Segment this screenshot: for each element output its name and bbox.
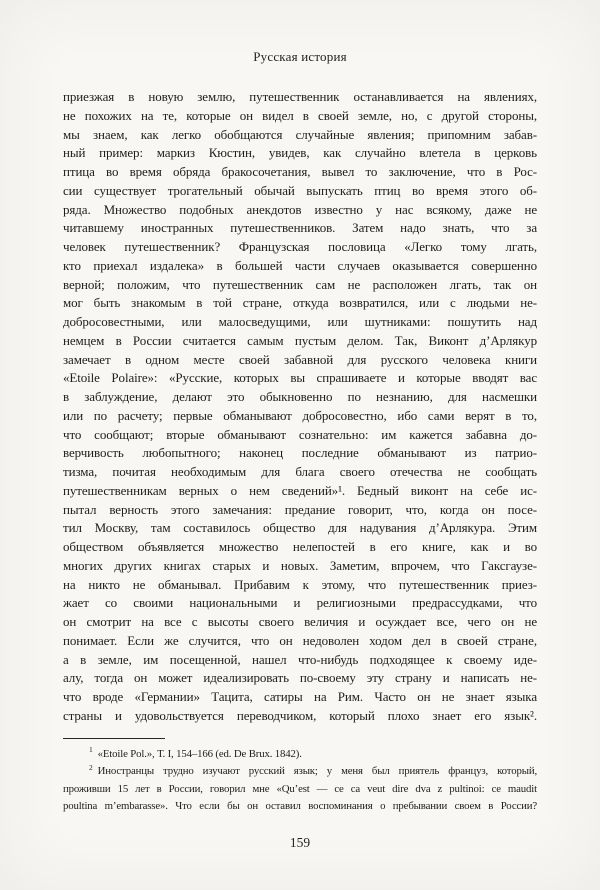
- body-text-line: ный пример: маркиз Кюстин, увидев, как случайно влетела в церковь: [63, 145, 537, 161]
- body-text-line: человек путешественник? Французская пословица «Легко тому лгать,: [63, 239, 537, 254]
- body-text-line: немцем в России считается самым пустым делом. Так, Виконт д’Арлякур: [63, 332, 537, 348]
- body-text-line: птица во время обряда бракосочетания, вывел то заключение, что в Рос-: [63, 164, 537, 179]
- body-text-line: он смотрит на все с высоты своего величия и осуждает все, чего он не: [63, 614, 537, 629]
- body-text-line: многих других книгах старых и новых. Заметим, впрочем, что Гаксгаузе-: [63, 557, 537, 573]
- footnote-line: $^2$ Иностранцы трудно изучают русский язык; у меня был приятель француз, который,: [89, 762, 537, 778]
- footnote-rule: [63, 738, 165, 739]
- body-text-line: пытал верность этого замечания: предание говорит, что, когда он посе-: [63, 501, 537, 517]
- body-text-line: на никто не обманывал. Прибавим к этому, что путешественник приез-: [63, 576, 537, 592]
- body-text-line: страны и удовольствуется переводчиком, который плохо знает его язык².: [63, 707, 537, 723]
- body-text-line: жает со своими национальными и религиозными предрассудками, что: [63, 595, 537, 611]
- body-text-line: сии существует трогательный обычай выпускать птиц во время этого об-: [63, 182, 537, 198]
- footnote-marker: 2: [89, 762, 93, 772]
- body-text-line: путешественникам верных о нем сведений»¹. Бедный виконт на себе ис-: [63, 482, 537, 498]
- body-text-line: «Etoile Polaire»: «Русские, которых вы спрашиваете и которые вводят вас: [63, 370, 537, 386]
- body-text-line: верной; положим, что путешественник сам не расположен лгать, так он: [63, 276, 537, 292]
- body-text-line: тил Москву, там составилось общество для надувания д’Арлякура. Этим: [63, 520, 537, 536]
- body-text-line: что сообщают; вторые обманывают сознательно: им кажется забавна до-: [63, 426, 537, 442]
- body-text-line: приезжая в новую землю, путешественник останавливается на явлениях,: [63, 89, 537, 104]
- body-text-line: добросовестными, или малосведущими, или шутниками: пошутить над: [63, 314, 537, 329]
- body-text-line: понимает. Если же случится, что он недоволен ходом дел в своей стране,: [63, 632, 537, 648]
- body-text-line: не похожих на те, которые он видел в своей земле, но, с другой стороны,: [63, 107, 537, 123]
- body-text-line: алу, тогда он может идеализировать по-своему эту страну и написать не-: [63, 670, 537, 686]
- footnote-line: poultina m’embarasse». Что если бы он оставил воспоминания о пребывании своем в России?: [63, 799, 537, 812]
- body-text-line: читавшему иностранных путешественников. Затем надо знать, что за: [63, 220, 537, 236]
- footnotes-list: [63, 746, 537, 815]
- body-text-line: обществом объявляется множество нелепостей в его книге, как и во: [63, 539, 537, 554]
- footnote-marker: 1: [89, 745, 93, 755]
- footnotes-section: [63, 738, 537, 815]
- body-text-line: или по расчету; первые обманывают добросовестно, ибо сами верят в то,: [63, 407, 537, 423]
- body-text-line: ряда. Множество подобных анекдотов известно у нас всякому, даже не: [63, 201, 537, 217]
- body-text-line: кто приехал издалека» в большей части случаев оказывается совершенно: [63, 257, 537, 273]
- body-text-line: мы знаем, как легко обобщаются случайные явления; припомним забав-: [63, 126, 537, 142]
- body-text-line: а в земле, им посещенной, нашел что-нибудь подходящее к своему иде-: [63, 651, 537, 667]
- body-text-line: замечает в одном месте своей забавной для русского человека книги: [63, 351, 537, 367]
- body-text-line: верчивость любопытного; наконец последние обманывают из патрио-: [63, 445, 537, 461]
- body-text: [63, 88, 537, 726]
- body-text-line: в заблуждение, делают это обыкновенно по незнанию, для насмешки: [63, 389, 537, 404]
- running-head: Русская история: [253, 49, 347, 64]
- body-text-line: тизма, почитая необходимым для блага своего отечества не сообщать: [63, 464, 537, 479]
- footnote-line: $^1$ «Etoile Pol.», Т. I, 154–166 (ed. De Brux. 1842).: [89, 745, 302, 760]
- footnote-line: проживши 15 лет в России, говорил мне «Qu’est — ce ca veut dire dva z pultinoi: ce maudit: [63, 782, 537, 795]
- body-text-line: мог быть знакомым в той стране, откуда возвратился, или с людьми не-: [63, 295, 537, 311]
- body-text-line: что вроде «Германии» Тацита, сатиры на Рим. Часто он не знает языка: [63, 689, 537, 704]
- page-number: 159: [289, 835, 311, 850]
